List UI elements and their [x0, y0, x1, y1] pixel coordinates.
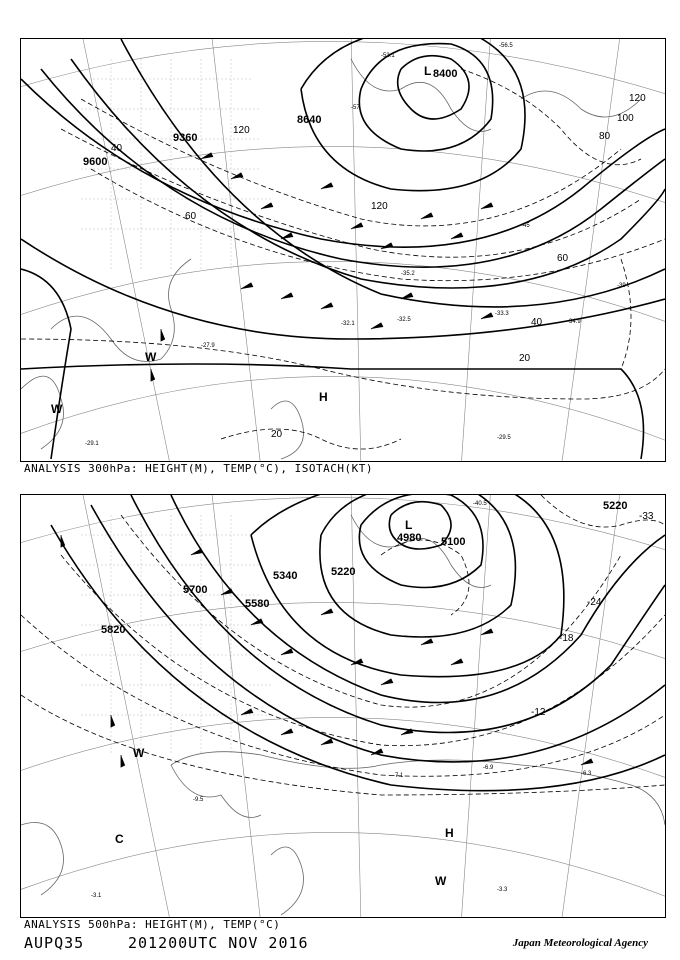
- isotach-label-120c: 120: [371, 201, 388, 212]
- agency-name: Japan Meteorological Agency: [512, 937, 648, 949]
- high-center-marker: H: [445, 826, 454, 840]
- height-label-5220b: 5220: [331, 566, 356, 578]
- grid-box-area: [81, 59, 271, 269]
- panel-caption-300hpa: ANALYSIS 300hPa: HEIGHT(M), TEMP(°C), ISOTACH(KT): [24, 462, 374, 475]
- temp-obs: -35.2: [401, 271, 415, 277]
- graticule: [21, 495, 665, 917]
- temp-obs: -32.5: [397, 317, 411, 323]
- map-500hpa: [21, 495, 665, 917]
- isotach-label-60b: 60: [557, 253, 569, 264]
- temp-obs: -29.5: [497, 435, 511, 441]
- temp-obs: -33.3: [495, 311, 509, 317]
- isotach-label-60: 60: [185, 211, 197, 222]
- height-label-9600: 9600: [83, 156, 108, 168]
- height-label-9360: 9360: [173, 132, 198, 144]
- temp-obs: -27.9: [201, 343, 215, 349]
- map-300hpa: [21, 39, 665, 461]
- height-label-5580: 5580: [245, 598, 270, 610]
- coastline: [21, 59, 641, 459]
- isotach-label-20b: 20: [271, 429, 283, 440]
- temp-obs: -57: [351, 105, 360, 111]
- warm-center-marker: W: [133, 746, 145, 760]
- height-label-5220: 5220: [603, 500, 628, 512]
- temp-obs: -32.1: [341, 321, 355, 327]
- temp-obs: -3.1: [91, 893, 102, 899]
- temp-obs: -9.5: [193, 797, 204, 803]
- isotach-label-100: 100: [617, 113, 634, 124]
- height-label-8400: 8400: [433, 68, 458, 80]
- isotach-label-80: 80: [599, 131, 611, 142]
- temp-label-24: -24: [587, 597, 602, 608]
- temp-obs: -6.9: [483, 765, 494, 771]
- low-center-marker: L: [405, 518, 413, 532]
- temp-obs: -3.3: [497, 887, 508, 893]
- height-label-8640: 8640: [297, 114, 322, 126]
- height-label-5100: 5100: [441, 536, 466, 548]
- height-label-5820: 5820: [101, 624, 126, 636]
- temp-label-12: -12: [531, 707, 546, 718]
- isotach-label-120: 120: [629, 93, 646, 104]
- temp-label-33: -33: [639, 511, 654, 522]
- panel-caption-500hpa: ANALYSIS 500hPa: HEIGHT(M), TEMP(°C): [24, 918, 281, 931]
- isotach-label-40b: 40: [111, 143, 123, 154]
- height-contours: [21, 39, 665, 459]
- height-label-5700: 5700: [183, 584, 208, 596]
- high-center-marker: H: [319, 390, 328, 404]
- temp-obs: -34.9: [567, 319, 581, 325]
- temp-obs: -45: [521, 223, 530, 229]
- warm-center-marker: W: [51, 402, 63, 416]
- temp-obs: -6.3: [581, 771, 592, 777]
- temp-obs: -53.1: [381, 53, 395, 59]
- temperature-contours: [21, 495, 665, 795]
- temp-obs: -7.1: [393, 773, 404, 779]
- temp-obs: -29.1: [85, 441, 99, 447]
- temp-obs: -39: [617, 283, 626, 289]
- isotach-label-120b: 120: [233, 125, 250, 136]
- isotach-label-20: 20: [519, 353, 531, 364]
- map-panel-300hpa: [20, 38, 666, 462]
- temp-obs: -56.5: [499, 43, 513, 49]
- temp-label-18: -18: [559, 633, 574, 644]
- low-center-marker: L: [424, 64, 432, 78]
- analysis-datetime: 201200UTC NOV 2016: [128, 934, 309, 952]
- graticule: [21, 39, 665, 461]
- temp-obs: -40.5: [473, 501, 487, 507]
- cold-center-marker: C: [115, 832, 124, 846]
- warm-center-marker: W: [145, 350, 157, 364]
- warm-center-marker: W: [435, 874, 447, 888]
- map-panel-500hpa: [20, 494, 666, 918]
- chart-code: AUPQ35: [24, 934, 85, 952]
- height-label-5340: 5340: [273, 570, 298, 582]
- height-label-4980: 4980: [397, 532, 422, 544]
- isotach-label-40: 40: [531, 317, 543, 328]
